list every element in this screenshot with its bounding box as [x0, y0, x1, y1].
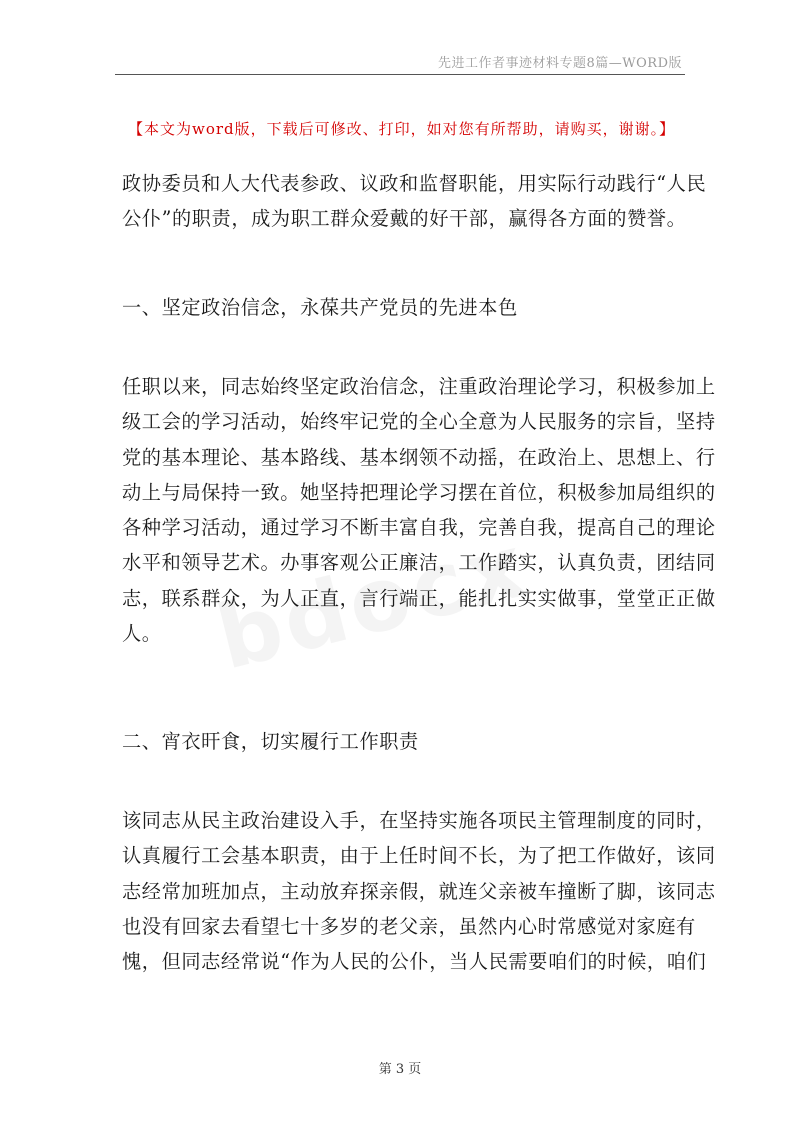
- purchase-notice: 【本文为word版，下载后可修改、打印，如对您有所帮助，请购买，谢谢。】: [128, 120, 676, 138]
- text-line: 各种学习活动，通过学习不断丰富自我，完善自我，提高自己的理论: [122, 516, 716, 540]
- paragraph-3: [122, 803, 716, 979]
- section-heading-1: [122, 290, 688, 325]
- text-line: 动上与局保持一致。她坚持把理论学习摆在首位，积极参加局组织的: [122, 480, 716, 504]
- text-line: 也没有回家去看望七十多岁的老父亲，虽然内心时常感觉对家庭有: [122, 914, 696, 938]
- heading-text: 二、宵衣旰食，切实履行工作职责: [122, 730, 419, 753]
- text-line: 志，联系群众，为人正直，言行端正，能扎扎实实做事，堂堂正正做: [122, 586, 716, 610]
- text-line: 水平和领导艺术。办事客观公正廉洁，工作踏实，认真负责，团结同: [122, 551, 716, 575]
- section-heading-2: [122, 724, 688, 759]
- text-line: 认真履行工会基本职责，由于上任时间不长，为了把工作做好，该同: [122, 844, 716, 868]
- text-line: 级工会的学习活动，始终牢记党的全心全意为人民服务的宗旨，坚持: [122, 410, 716, 434]
- page-number: 第 3 页: [378, 1062, 422, 1077]
- text-line: 人。: [122, 622, 162, 646]
- text-line: 愧，但同志经常说“作为人民的公仆，当人民需要咱们的时候，咱们: [122, 950, 707, 974]
- text-line: 公仆”的职责，成为职工群众爱戴的好干部，赢得各方面的赞誉。: [122, 207, 687, 231]
- header-title: 先进工作者事迹材料专题8篇—WORD版: [437, 56, 682, 71]
- paragraph-2: [122, 369, 716, 651]
- text-line: 党的基本理论、基本路线、基本纲领不动摇，在政治上、思想上、行: [122, 445, 716, 469]
- header-rule: [115, 74, 685, 75]
- paragraph-1: [122, 166, 707, 237]
- text-line: 志经常加班加点，主动放弃探亲假，就连父亲被车撞断了脚，该同志: [122, 879, 716, 903]
- text-line: 该同志从民主政治建设入手，在坚持实施各项民主管理制度的同时，: [122, 809, 716, 832]
- text-line: 任职以来，同志始终坚定政治信念，注重政治理论学习，积极参加上: [122, 375, 716, 398]
- heading-text: 一、坚定政治信念，永葆共产党员的先进本色: [122, 296, 518, 319]
- text-line: 政协委员和人大代表参政、议政和监督职能，用实际行动践行“人民: [122, 172, 707, 195]
